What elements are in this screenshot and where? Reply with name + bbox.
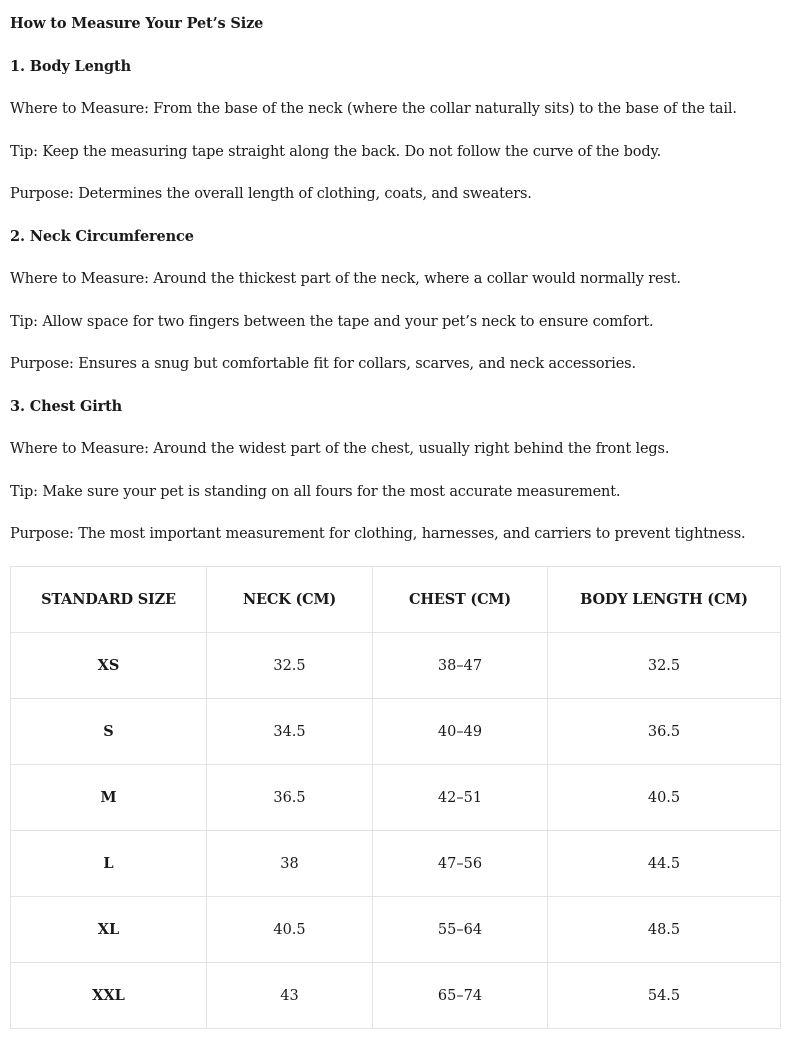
size-cell: L	[11, 831, 207, 897]
body-length-cell: 32.5	[548, 633, 781, 699]
neck-cell: 38	[207, 831, 373, 897]
neck-cell: 36.5	[207, 765, 373, 831]
table-header-row	[11, 567, 781, 633]
size-cell: XL	[11, 897, 207, 963]
chest-cell: 42–51	[373, 765, 548, 831]
chest-where: Where to Measure: Around the widest part of the chest, usually right behind the front legs.	[10, 441, 670, 457]
header-standard-size: STANDARD SIZE	[11, 567, 207, 633]
body-length-cell: 44.5	[548, 831, 781, 897]
size-cell: XXL	[11, 963, 207, 1029]
body-length-cell: 48.5	[548, 897, 781, 963]
body-length-tip: Tip: Keep the measuring tape straight along the back. Do not follow the curve of the body.	[10, 144, 662, 160]
body-length-where: Where to Measure: From the base of the neck (where the collar naturally sits) to the base of the tail.	[10, 101, 737, 117]
neck-where: Where to Measure: Around the thickest part of the neck, where a collar would normally rest.	[10, 271, 681, 287]
chest-purpose: Purpose: The most important measurement for clothing, harnesses, and carriers to prevent tightness.	[10, 526, 746, 542]
page-title: How to Measure Your Pet’s Size	[10, 15, 264, 32]
neck-cell: 34.5	[207, 699, 373, 765]
size-cell: S	[11, 699, 207, 765]
neck-purpose: Purpose: Ensures a snug but comfortable fit for collars, scarves, and neck accessories.	[10, 356, 636, 372]
section-heading-body-length: 1. Body Length	[10, 58, 131, 75]
header-neck: NECK (CM)	[207, 567, 373, 633]
table-row	[11, 963, 781, 1029]
chest-cell: 65–74	[373, 963, 548, 1029]
table-row	[11, 831, 781, 897]
chest-cell: 55–64	[373, 897, 548, 963]
neck-tip: Tip: Allow space for two fingers between the tape and your pet’s neck to ensure comfort.	[10, 314, 654, 330]
table-row	[11, 633, 781, 699]
neck-cell: 43	[207, 963, 373, 1029]
body-length-cell: 54.5	[548, 963, 781, 1029]
chest-tip: Tip: Make sure your pet is standing on all fours for the most accurate measurement.	[10, 484, 621, 500]
table-row	[11, 765, 781, 831]
table-row	[11, 897, 781, 963]
size-chart-table	[10, 566, 781, 1029]
size-cell: XS	[11, 633, 207, 699]
body-length-cell: 36.5	[548, 699, 781, 765]
section-heading-chest-girth: 3. Chest Girth	[10, 398, 123, 415]
body-length-purpose: Purpose: Determines the overall length of clothing, coats, and sweaters.	[10, 186, 532, 202]
neck-cell: 32.5	[207, 633, 373, 699]
body-length-cell: 40.5	[548, 765, 781, 831]
neck-cell: 40.5	[207, 897, 373, 963]
chest-cell: 40–49	[373, 699, 548, 765]
section-heading-neck-circumference: 2. Neck Circumference	[10, 228, 194, 245]
header-body-length: BODY LENGTH (CM)	[548, 567, 781, 633]
table-row	[11, 699, 781, 765]
header-chest: CHEST (CM)	[373, 567, 548, 633]
size-cell: M	[11, 765, 207, 831]
chest-cell: 47–56	[373, 831, 548, 897]
chest-cell: 38–47	[373, 633, 548, 699]
